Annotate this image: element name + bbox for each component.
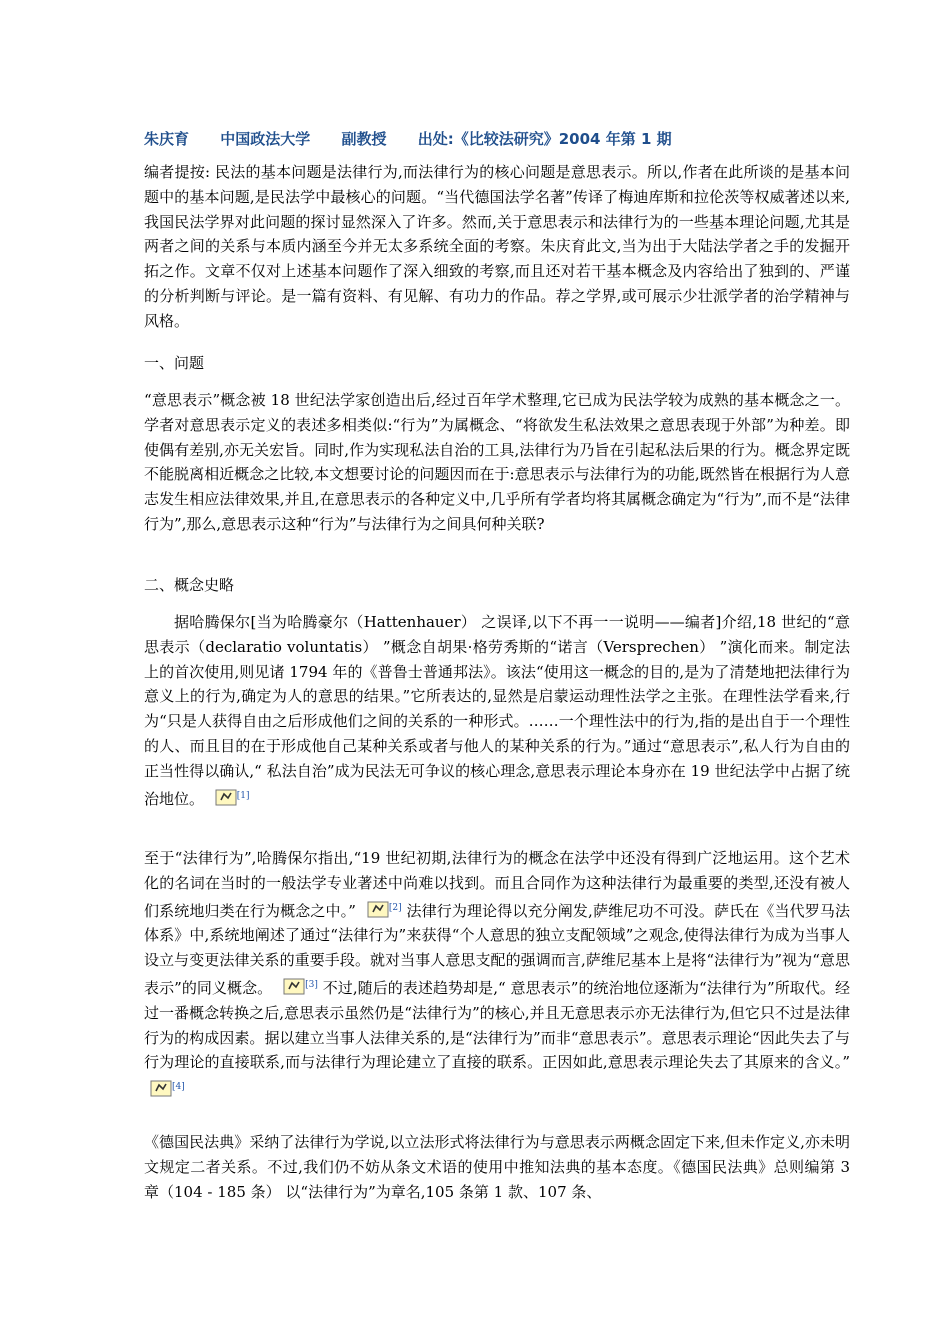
footnote-ref-2[interactable]: [2] (388, 902, 402, 913)
history-paragraph-2a: 至于“法律行为”,哈腾保尔指出,“19 世纪初期,法律行为的概念在法学中还没有得到广泛地运用。这个艺术化的名词在当时的一般法学专业著述中尚难以找到。而且合同作为这种法律行为最重要的类型,还没有被人们系统地归类在行为概念之中。” (144, 849, 850, 920)
history-paragraph-1 (144, 610, 850, 811)
footnote-ref-4[interactable]: [4] (172, 1082, 185, 1093)
editor-note: 编者提按: 民法的基本问题是法律行为,而法律行为的核心问题是意思表示。所以,作者在此所谈的是基本问题中的基本问题,是民法学中最核心的问题。“当代德国法学名著”传译了梅迪库斯和拉伦茨等权威著述以来,我国民法学界对此问题的探讨显然深入了许多。然而,关于意思表示和法律行为的一些基本理论问题,尤其是两者之间的关系与本质内涵至今并无太多系统全面的考察。朱庆育此文,当为出于大陆法学者之手的发掘开拓之作。文章不仅对上述基本问题作了深入细致的考察,而且还对若干基本概念及内容给出了独到的、严谨的分析判断与评论。是一篇有资料、有见解、有功力的作品。荐之学界,或可展示少壮派学者的治学精神与风格。 (144, 163, 850, 330)
footnote-link-icon[interactable] (367, 901, 389, 918)
author-name: 朱庆育 (144, 130, 190, 148)
institution: 中国政法大学 (220, 130, 311, 148)
source: 出处:《比较法研究》2004 年第 1 期 (417, 130, 672, 148)
history-paragraph-3: 《德国民法典》采纳了法律行为学说,以立法形式将法律行为与意思表示两概念固定下来,但未作定义,亦未明文规定二者关系。不过,我们仍不妨从条文术语的使用中推知法典的基本态度。《德国民法典》总则编第 3 章（104 - 185 条） 以“法律行为”为章名,105 条第 1 款、107 条、 (144, 1133, 850, 1201)
footnote-link-icon[interactable] (150, 1080, 172, 1097)
article-header (144, 128, 672, 149)
footnote-link-icon[interactable] (283, 978, 305, 995)
academic-title: 副教授 (341, 130, 387, 148)
footnote-link-icon[interactable] (215, 789, 237, 806)
footnote-ref-1[interactable]: [1] (236, 790, 250, 801)
section-problem-text: “意思表示”概念被 18 世纪法学家创造出后,经过百年学术整理,它已成为民法学较为成熟的基本概念之一。学者对意思表示定义的表述多相类似:“行为”为属概念、“将欲发生私法效果之意思表现于外部”为种差。即使偶有差别,亦无关宏旨。同时,作为实现私法自治的工具,法律行为乃旨在引起私法后果的行为。概念界定既不能脱离相近概念之比较,本文想要讨论的问题因而在于:意思表示与法律行为的功能,既然皆在根据行为人意志发生相应法律效果,并且,在意思表示的各种定义中,几乎所有学者均将其属概念确定为“行为”,而不是“法律行为”,那么,意思表示这种“行为”与法律行为之间具何种关联? (144, 391, 850, 533)
section-heading-history: 二、概念史略 (144, 576, 235, 594)
history-paragraph-2c: 不过,随后的表述趋势却是,“ 意思表示”的统治地位逐渐为“法律行为”所取代。经过一番概念转换之后,意思表示虽然仍是“法律行为”的核心,并且无意思表示亦无法律行为,但它只不过是法律行为的构成因素。据以建立当事人法律关系的,是“法律行为”而非“意思表示”。意思表示理论“因此失去了与行为理论的直接联系,而与法律行为理论建立了直接的联系。正因如此,意思表示理论失去了其原来的含义。” (144, 978, 850, 1072)
history-paragraph-2b: 法律行为理论得以充分阐发,萨维尼功不可没。萨氏在《当代罗马法体系》中,系统地阐述了通过“法律行为”来获得“个人意思的独立支配领域”之观念,使得法律行为成为当事人设立与变更法律关系的重要手段。就对当事人意思支配的强调而言,萨维尼基本上是将“法律行为”视为“意思表示”的同义概念。 (144, 901, 850, 997)
footnote-ref-3[interactable]: [3] (305, 979, 318, 990)
section-heading-problem: 一、问题 (144, 354, 205, 372)
history-paragraph-1-text: 据哈腾保尔[当为哈腾豪尔（Hattenhauer） 之误译,以下不再一一说明——编者]介绍,18 世纪的“意思表示（declaratio voluntatis） ”概念自胡果·格劳秀斯的“诺言（Versprechen） ”演化而来。制定法上的首次使用,则见诸 1794 年的《普鲁士普通邦法》。该法“使用这一概念的目的,是为了清楚地把法律行为意义上的行为,确定为人的意思的结果。”它所表达的,显然是启蒙运动理性法学之主张。在理性法学看来,行为“只是人获得自由之后形成他们之间的关系的一种形式。……一个理性法中的行为,指的是出自于一个理性的人、而且目的在于形成他自己某种关系或者与他人的某种关系的行为。”通过“意思表示”,私人行为自由的正当性得以确认,“ 私法自治”成为民法无可争议的核心理念,意思表示理论本身亦在 19 世纪法学中占据了统治地位。 (144, 613, 850, 808)
history-paragraph-2 (144, 846, 850, 1103)
